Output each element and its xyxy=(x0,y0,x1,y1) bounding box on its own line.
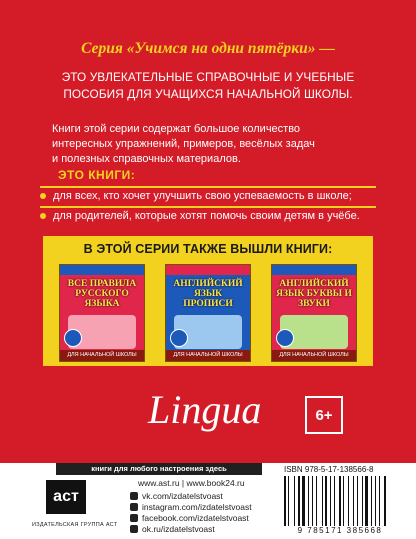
series-title: Серия «Учимся на одни пятёрки» — xyxy=(81,40,335,57)
barcode-bar xyxy=(355,476,356,526)
barcode-bar xyxy=(353,476,354,526)
ok-icon xyxy=(130,525,138,533)
barcode-bar xyxy=(365,476,367,526)
barcode-bar xyxy=(308,476,309,526)
ast-logo-mark: аст xyxy=(46,480,86,514)
cover-stripe xyxy=(166,265,250,275)
barcode-bar xyxy=(336,476,338,526)
age-rating-badge: 6+ xyxy=(305,396,343,434)
social-link-text: ok.ru/izdatelstvoast xyxy=(142,524,215,534)
barcode-bar xyxy=(359,476,361,526)
cover-badge xyxy=(276,329,294,347)
barcode-bar xyxy=(357,476,359,526)
barcode-bar xyxy=(295,476,297,526)
barcode xyxy=(284,476,396,526)
social-link-vk[interactable] xyxy=(130,491,223,501)
book-band: ДЛЯ НАЧАЛЬНОЙ ШКОЛЫ xyxy=(166,350,250,361)
barcode-bar xyxy=(343,476,344,526)
social-link-facebook[interactable] xyxy=(130,513,249,523)
barcode-bar xyxy=(345,476,347,526)
book-title: АНГЛИЙСКИЙ ЯЗЫК ПРОПИСИ xyxy=(173,279,243,309)
barcode-bar xyxy=(328,476,329,526)
ast-logo xyxy=(46,480,86,516)
barcode-bar xyxy=(325,476,327,526)
isbn-text: ISBN 978-5-17-138566-8 xyxy=(284,465,374,474)
barcode-bar xyxy=(306,476,307,526)
description-line: интересных упражнений, примеров, весёлых задач xyxy=(52,138,315,150)
cover-stripe xyxy=(272,265,356,275)
intro-text xyxy=(40,69,376,103)
social-link-ok[interactable] xyxy=(130,524,215,534)
divider-line xyxy=(40,186,376,188)
ean-number: 9 785171 385668 xyxy=(297,526,383,535)
books-heading: ЭТО КНИГИ: xyxy=(58,168,136,182)
social-link-text: facebook.com/izdatelstvoast xyxy=(142,513,249,523)
barcode-bar xyxy=(350,476,352,526)
barcode-bar xyxy=(387,476,388,526)
description-text xyxy=(52,122,364,167)
barcode-bar xyxy=(302,476,304,526)
bullet-item xyxy=(40,210,360,222)
bullet-icon xyxy=(40,193,46,199)
barcode-bar xyxy=(379,476,380,526)
barcode-bar xyxy=(318,476,320,526)
bullet-item xyxy=(40,190,352,202)
bullet-text: для всех, кто хочет улучшить свою успеваемость в школе; xyxy=(53,190,352,202)
barcode-bar xyxy=(312,476,313,526)
facebook-icon xyxy=(130,514,138,522)
social-link-text: vk.com/izdatelstvoast xyxy=(142,491,223,501)
barcode-bar xyxy=(373,476,374,526)
barcode-bar xyxy=(362,476,363,526)
barcode-bar xyxy=(323,476,324,526)
barcode-bar xyxy=(342,476,343,526)
book-cover-english-copybook xyxy=(165,264,251,362)
tagline-bar: книги для любого настроения здесь xyxy=(56,463,262,475)
barcode-bar xyxy=(332,476,333,526)
cover-badge xyxy=(64,329,82,347)
lingua-logo: Lingua xyxy=(148,387,262,432)
also-published-panel xyxy=(43,236,373,366)
barcode-bar xyxy=(339,476,341,526)
book-title: ВСЕ ПРАВИЛА РУССКОГО ЯЗЫКА xyxy=(67,279,137,309)
barcode-bar xyxy=(348,476,349,526)
barcode-bar xyxy=(294,476,295,526)
book-band: ДЛЯ НАЧАЛЬНОЙ ШКОЛЫ xyxy=(60,350,144,361)
barcode-bar xyxy=(377,476,379,526)
book-cover-english-letters xyxy=(271,264,357,362)
book-title: АНГЛИЙСКИЙ ЯЗЫК БУКВЫ И ЗВУКИ xyxy=(276,279,352,309)
barcode-bar xyxy=(288,476,289,526)
barcode-bar xyxy=(298,476,300,526)
barcode-bar xyxy=(284,476,286,526)
barcode-bar xyxy=(301,476,302,526)
divider-line xyxy=(40,206,376,208)
social-link-instagram[interactable] xyxy=(130,502,252,512)
barcode-bar xyxy=(375,476,376,526)
description-line: Книги этой серии содержат большое количество xyxy=(52,123,301,135)
barcode-bar xyxy=(314,476,315,526)
description-line: и полезных справочных материалов. xyxy=(52,153,241,165)
panel-title: В ЭТОЙ СЕРИИ ТАКЖЕ ВЫШЛИ КНИГИ: xyxy=(83,242,333,256)
intro-line: ЭТО УВЛЕКАТЕЛЬНЫЕ СПРАВОЧНЫЕ И УЧЕБНЫЕ xyxy=(61,70,355,84)
barcode-bar xyxy=(309,476,311,526)
cover-stripe xyxy=(60,265,144,275)
book-cover-russian-rules xyxy=(59,264,145,362)
social-link-text: instagram.com/izdatelstvoast xyxy=(142,502,252,512)
intro-line: ПОСОБИЯ ДЛЯ УЧАЩИХСЯ НАЧАЛЬНОЙ ШКОЛЫ. xyxy=(63,87,353,101)
barcode-bar xyxy=(381,476,383,526)
barcode-bar xyxy=(287,476,288,526)
book-band: ДЛЯ НАЧАЛЬНОЙ ШКОЛЫ xyxy=(272,350,356,361)
barcode-bar xyxy=(322,476,323,526)
instagram-icon xyxy=(130,503,138,511)
vk-icon xyxy=(130,492,138,500)
barcode-bar xyxy=(364,476,365,526)
barcode-bar xyxy=(384,476,386,526)
website-links[interactable]: www.ast.ru | www.book24.ru xyxy=(138,478,245,488)
barcode-bar xyxy=(316,476,318,526)
cover-badge xyxy=(170,329,188,347)
bullet-text: для родителей, которые хотят помочь своим детям в учёбе. xyxy=(53,210,360,222)
barcode-bar xyxy=(290,476,292,526)
barcode-bar xyxy=(330,476,332,526)
barcode-bar xyxy=(371,476,373,526)
publisher-name: ИЗДАТЕЛЬСКАЯ ГРУППА АСТ xyxy=(32,522,118,528)
barcode-bar xyxy=(369,476,370,526)
barcode-bar xyxy=(334,476,335,526)
bullet-icon xyxy=(40,213,46,219)
